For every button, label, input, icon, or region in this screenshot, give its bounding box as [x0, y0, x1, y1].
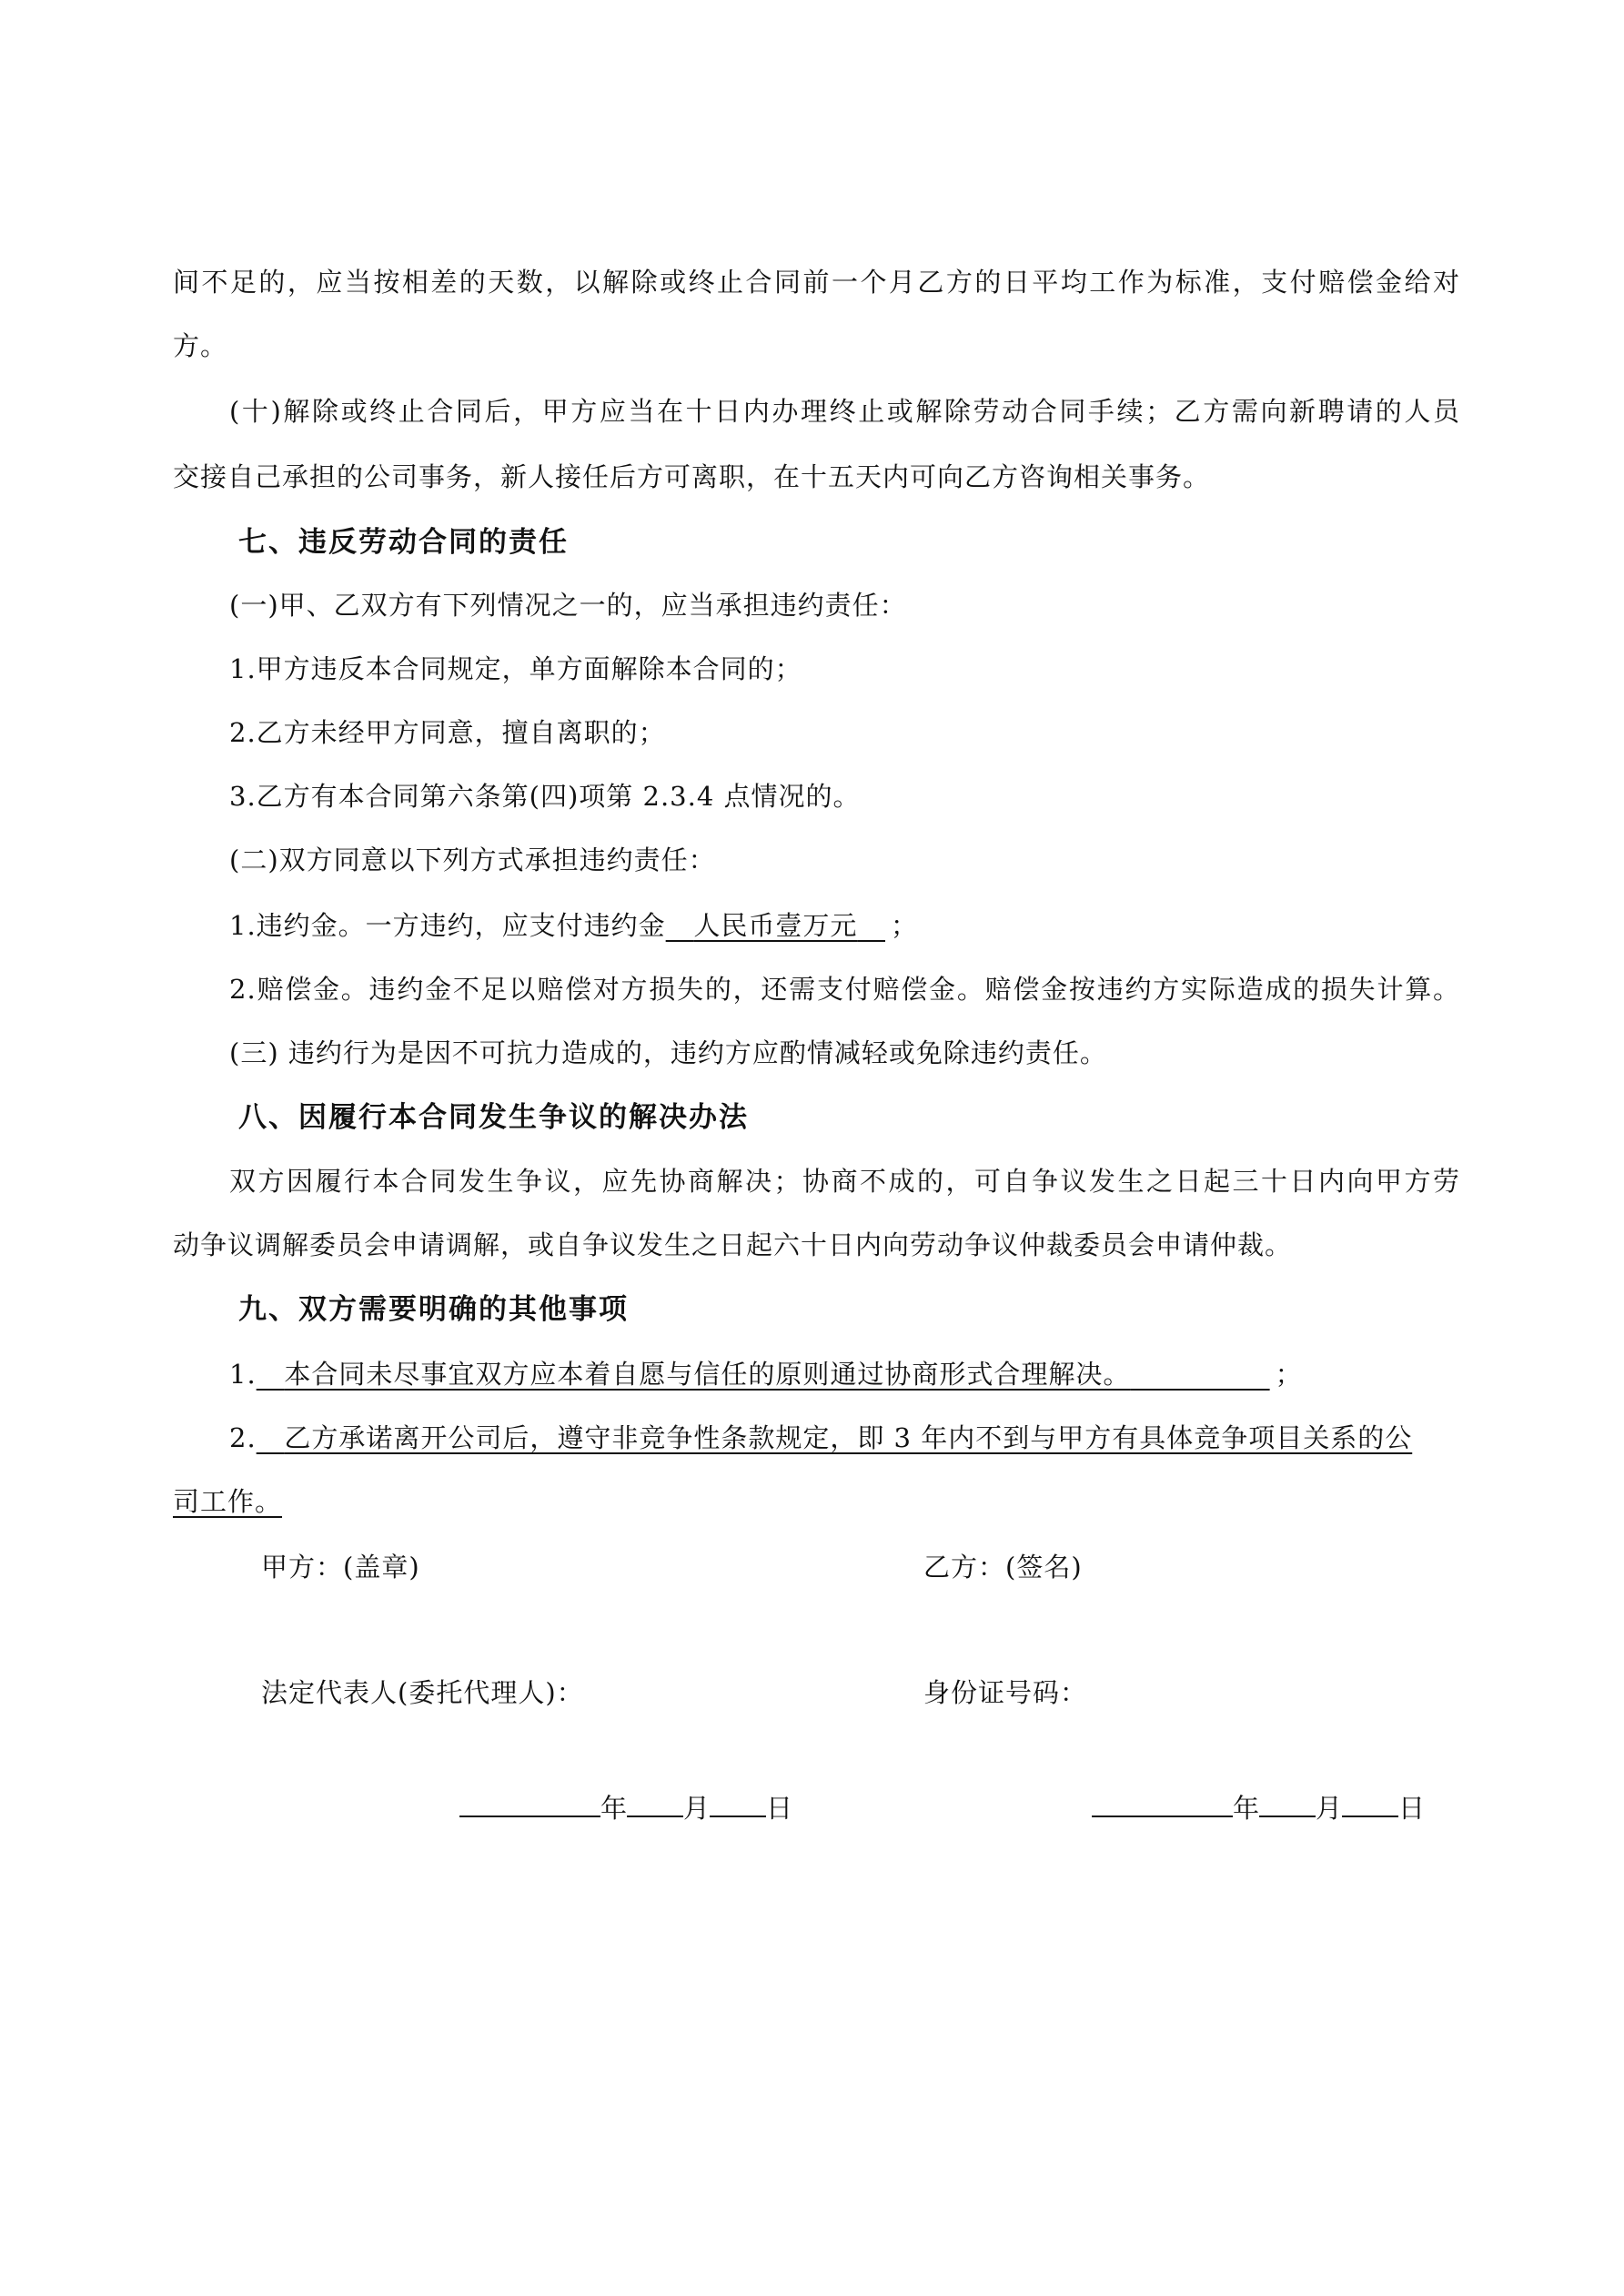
day-blank[interactable]	[1342, 1788, 1398, 1817]
paragraph-line: 交接自己承担的公司事务，新人接任后方可离职，在十五天内可向乙方咨询相关事务。	[173, 461, 1211, 492]
other-item-2-continued	[173, 1483, 1460, 1520]
id-number-label: 身份证号码：	[923, 1677, 1088, 1708]
penalty-prefix: 1.违约金。一方违约，应支付违约金	[229, 910, 666, 941]
clause-line: 1.甲方违反本合同规定，单方面解除本合同的；	[229, 653, 802, 684]
party-a-seal-label: 甲方：(盖章)	[261, 1552, 420, 1583]
day-blank[interactable]	[710, 1788, 766, 1817]
penalty-clause	[229, 907, 1460, 944]
clause-line: 3.乙方有本合同第六条第(四)项第 2.3.4 点情况的。	[229, 781, 861, 812]
item-number: 2.	[229, 1422, 257, 1453]
clause-line: 2.乙方未经甲方同意，擅自离职的；	[229, 717, 666, 748]
year-blank[interactable]	[1092, 1788, 1233, 1817]
item-number: 1.	[229, 1359, 257, 1390]
clause-line: 2.赔偿金。违约金不足以赔偿对方损失的，还需支付赔偿金。赔偿金按违约方实际造成的损失计算。	[229, 974, 1460, 1005]
clause-line: (三) 违约行为是因不可抗力造成的，违约方应酌情减轻或免除违约责任。	[229, 1037, 1107, 1068]
other-item-1	[229, 1356, 1460, 1392]
other-item-2	[229, 1420, 1460, 1456]
paragraph-line: 双方因履行本合同发生争议，应先协商解决；协商不成的，可自争议发生之日起三十日内向甲方劳	[229, 1166, 1460, 1197]
month-blank[interactable]	[1259, 1788, 1316, 1817]
month-label: 月	[683, 1793, 711, 1824]
section-8-heading: 八、因履行本合同发生争议的解决办法	[238, 1101, 749, 1134]
month-blank[interactable]	[627, 1788, 683, 1817]
paragraph-line: 方。	[173, 330, 228, 361]
year-label: 年	[600, 1793, 628, 1824]
year-blank[interactable]	[459, 1788, 600, 1817]
paragraph-line: 间不足的，应当按相差的天数，以解除或终止合同前一个月乙方的日平均工作为标准，支付赔偿金给对	[173, 267, 1460, 298]
clause-line: (一)甲、乙双方有下列情况之一的，应当承担违约责任：	[229, 590, 907, 621]
paragraph-line: (十)解除或终止合同后，甲方应当在十日内办理终止或解除劳动合同手续；乙方需向新聘请的人员	[229, 396, 1460, 427]
item-text: 司工作。	[173, 1486, 283, 1517]
item-text: 乙方承诺离开公司后，遵守非竞争性条款规定，即 3 年内不到与甲方有具体竞争项目关系的公	[284, 1422, 1413, 1453]
legal-representative-label: 法定代表人(委托代理人)：	[261, 1677, 584, 1708]
section-7-heading: 七、违反劳动合同的责任	[238, 526, 569, 559]
paragraph-line: 动争议调解委员会申请调解，或自争议发生之日起六十日内向劳动争议仲裁委员会申请仲裁。	[173, 1229, 1293, 1260]
month-label: 月	[1316, 1793, 1343, 1824]
item-suffix: ；	[1275, 1359, 1303, 1390]
party-b-date	[1092, 1788, 1425, 1826]
party-b-signature-label: 乙方：(签名)	[923, 1552, 1083, 1583]
section-9-heading: 九、双方需要明确的其他事项	[238, 1293, 629, 1326]
day-label: 日	[766, 1793, 793, 1824]
day-label: 日	[1398, 1793, 1426, 1824]
penalty-suffix: ；	[891, 910, 919, 941]
item-text: 本合同未尽事宜双方应本着自愿与信任的原则通过协商形式合理解决。	[284, 1359, 1131, 1390]
clause-line: (二)双方同意以下列方式承担违约责任：	[229, 845, 716, 875]
penalty-amount: 人民币壹万元	[693, 910, 858, 941]
year-label: 年	[1233, 1793, 1260, 1824]
party-a-date	[459, 1788, 792, 1826]
